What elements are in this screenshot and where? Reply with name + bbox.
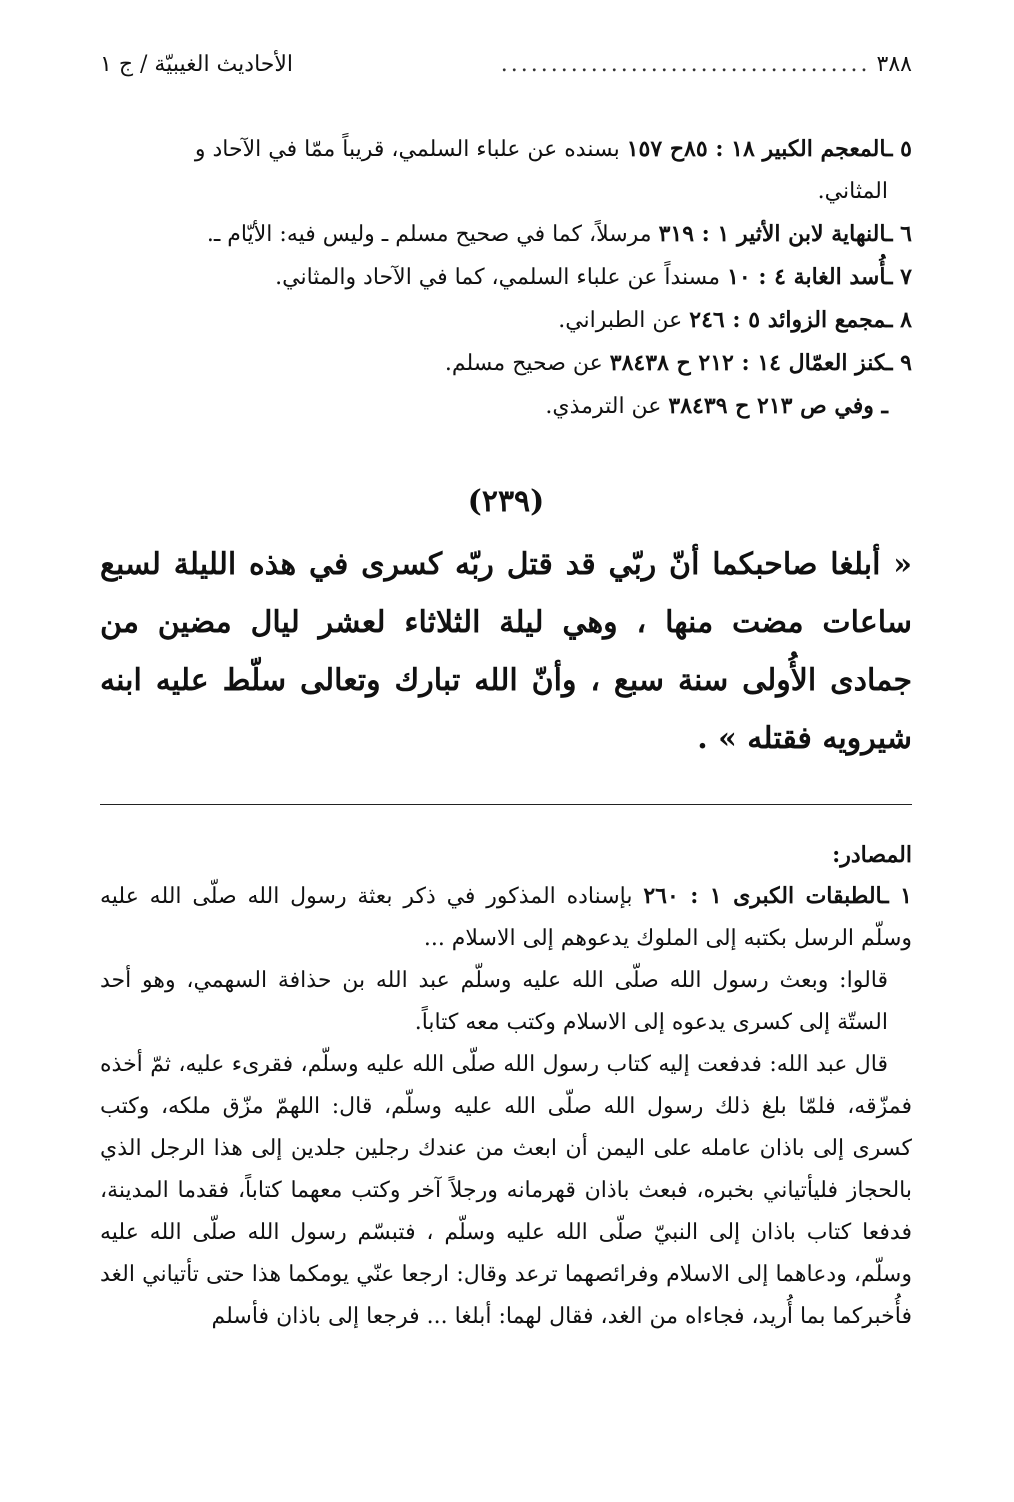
hadith-text: « أبلغا صاحبكما أنّ ربّي قد قتل ربّه كسرى في هذه الليلة لسبع ساعات مضت منها ، وهي ليلة الثلاثاء لعشر ليال مضين من جمادى الأُولى سنة سبع ، وأنّ الله تبارك وتعالى سلّط عليه ابنه شيرويه فقتله » . bbox=[100, 547, 912, 756]
reference-item bbox=[100, 342, 912, 385]
leader-dots: ..................................... bbox=[500, 52, 871, 77]
references-list bbox=[100, 128, 912, 428]
sources-body bbox=[100, 875, 912, 1338]
reference-item bbox=[100, 213, 912, 256]
running-header bbox=[100, 48, 912, 88]
source-paragraph: قالوا: وبعث رسول الله صلّى الله عليه وسلّم عبد الله بن حذافة السهمي، وهو أحد الستّة إلى كسرى يدعوه إلى الاسلام وكتب معه كتاباً. bbox=[100, 968, 888, 1035]
reference-number: ٥ ـ bbox=[886, 136, 912, 162]
reference-number: ٨ ـ bbox=[886, 307, 912, 333]
reference-source: كنز العمّال ١٤ : ٢١٢ ح ٣٨٤٣٨ bbox=[609, 350, 887, 376]
reference-source: النهاية لابن الأثير ١ : ٣١٩ bbox=[658, 221, 887, 247]
reference-text: المثاني. bbox=[817, 179, 888, 204]
page-number: ٣٨٨ bbox=[876, 52, 912, 77]
reference-text: مرسلاً، كما في صحيح مسلم ـ وليس فيه: الأيّام ـ. bbox=[206, 222, 659, 247]
book-page bbox=[100, 48, 912, 1338]
reference-text: بسنده عن علباء السلمي، قريباً ممّا في الآحاد و bbox=[194, 137, 627, 162]
reference-item bbox=[100, 256, 912, 299]
source-text: بإسناده المذكور في ذكر بعثة رسول الله صلّى الله عليه وسلّم الرسل بكتبه إلى الملوك يدعوهم إلى الاسلام ... bbox=[100, 884, 912, 951]
reference-number: ٩ ـ bbox=[886, 350, 912, 376]
hadith-number: (٢٣٩) bbox=[467, 484, 545, 519]
sources-heading: المصادر: bbox=[832, 842, 912, 868]
reference-source: أُسد الغابة ٤ : ١٠ bbox=[727, 264, 887, 290]
reference-item-continuation bbox=[100, 385, 912, 428]
reference-item bbox=[100, 299, 912, 342]
source-number: ١ ـ bbox=[882, 883, 912, 909]
source-item bbox=[100, 875, 912, 960]
reference-text: مسنداً عن علباء السلمي، كما في الآحاد والمثاني. bbox=[275, 265, 728, 290]
reference-text: عن صحيح مسلم. bbox=[444, 351, 610, 376]
reference-text: عن الطبراني. bbox=[558, 308, 690, 333]
reference-item bbox=[100, 128, 912, 171]
source-paragraph: قال عبد الله: فدفعت إليه كتاب رسول الله صلّى الله عليه وسلّم، فقرىء عليه، ثمّ أخذه فمزّقه، فلمّا بلغ ذلك رسول الله صلّى الله عليه وسلّم، قال: اللهمّ مزّق ملكه، وكتب كسرى إلى باذان عامله على اليمن أن ابعث من عندك رجلين جلدين إلى هذا الرجل الذي بالحجاز فليأتياني بخبره، فبعث باذان قهرمانه ورجلاً آخر وكتب معهما كتاباً، فقدما المدينة، فدفعا كتاب باذان إلى النبيّ صلّى الله عليه وسلّم ، فتبسّم رسول الله صلّى الله عليه وسلّم، ودعاهما إلى الاسلام وفرائصهما ترعد وقال: ارجعا عنّي يومكما هذا حتى تأتياني الغد فأُخبركما بما أُريد، فجاءاه من الغد، فقال لهما: أبلغا ... فرجعا إلى باذان فأسلم bbox=[100, 1052, 912, 1329]
source-reference: الطبقات الكبرى ١ : ٢٦٠ bbox=[643, 883, 883, 909]
footnote-divider bbox=[100, 804, 912, 805]
reference-item-continuation bbox=[100, 171, 912, 213]
reference-source: ـ وفي ص ٢١٣ ح ٣٨٤٣٩ bbox=[668, 393, 888, 419]
reference-number: ٦ ـ bbox=[886, 221, 912, 247]
reference-text: عن الترمذي. bbox=[545, 394, 669, 419]
running-title: الأحاديث الغيبيّة / ج ١ bbox=[100, 52, 294, 77]
reference-number: ٧ ـ bbox=[886, 264, 912, 290]
reference-source: مجمع الزوائد ٥ : ٢٤٦ bbox=[689, 307, 887, 333]
reference-source: المعجم الكبير ١٨ : ٨٥ح ١٥٧ bbox=[626, 136, 887, 162]
